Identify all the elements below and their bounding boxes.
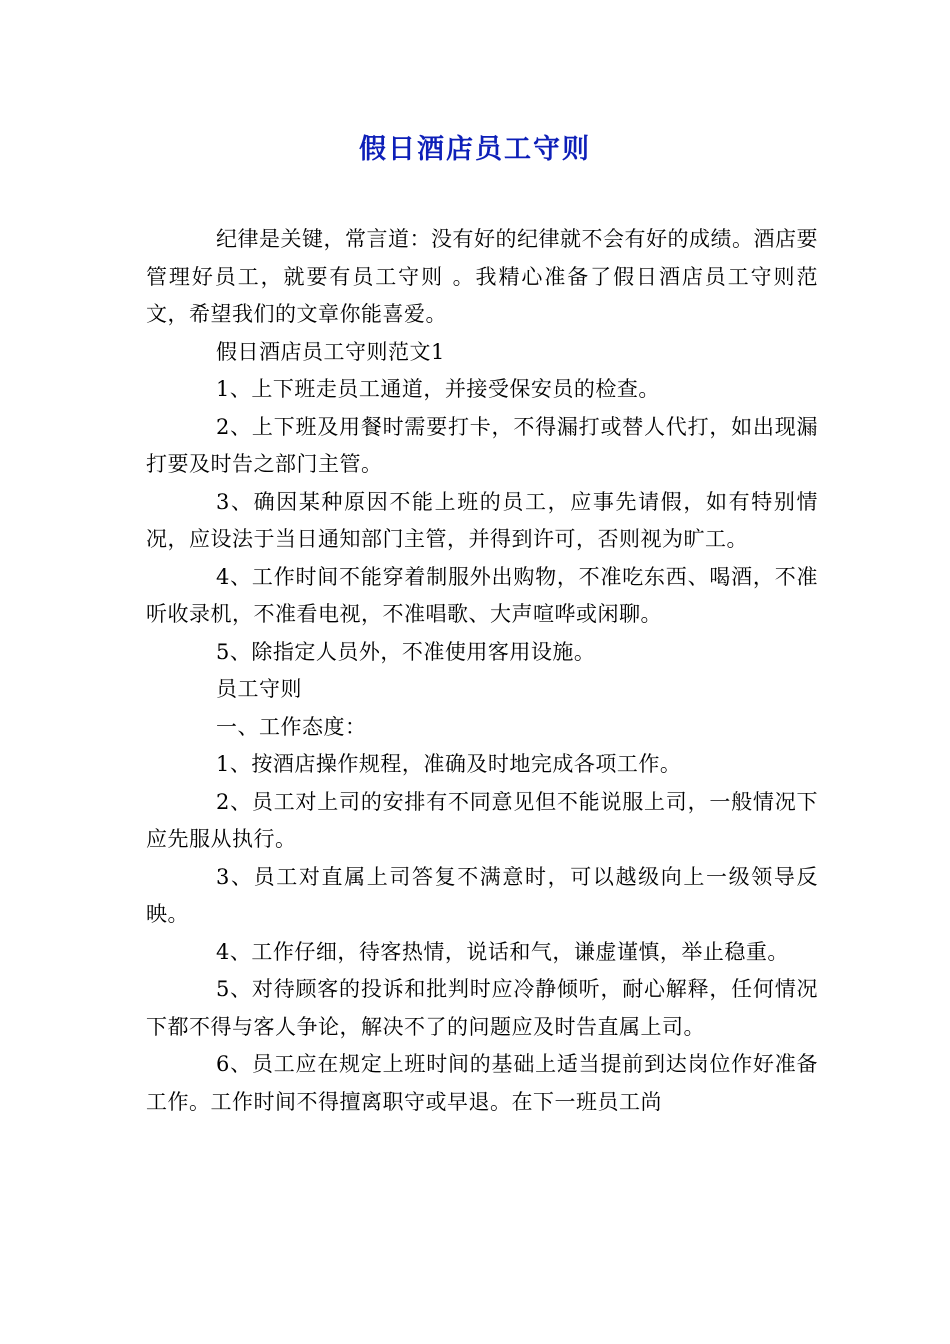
rule-item: 1、上下班走员工通道，并接受保安员的检查。: [216, 377, 660, 401]
rule-item: 6、员工应在规定上班时间的基础上适当提前到达岗位作好准备工作。工作时间不得擅离职守或早退。在下一班员工尚: [146, 1052, 818, 1114]
document-body: [146, 221, 818, 1121]
rule-item: 3、确因某种原因不能上班的员工，应事先请假，如有特别情况，应设法于当日通知部门主管，并得到许可，否则视为旷工。: [146, 489, 818, 551]
intro-paragraph: 纪律是关键，常言道：没有好的纪律就不会有好的成绩。酒店要管理好员工，就要有员工守则 。我精心准备了假日酒店员工守则范文，希望我们的文章你能喜爱。: [146, 227, 818, 326]
document-title: 假日酒店员工守则: [359, 134, 591, 165]
rule-item: 1、按酒店操作规程，准确及时地完成各项工作。: [216, 752, 682, 776]
section-heading: 员工守则: [216, 677, 302, 701]
rule-item: 5、对待顾客的投诉和批判时应冷静倾听，耐心解释，任何情况下都不得与客人争论，解决不了的问题应及时告直属上司。: [146, 977, 818, 1039]
subsection-heading: 一、工作态度：: [216, 714, 367, 739]
rule-item: 4、工作仔细，待客热情，说话和气，谦虚谨慎，举止稳重。: [216, 939, 789, 964]
section-heading: 假日酒店员工守则范文1: [216, 339, 445, 364]
rule-item: 2、上下班及用餐时需要打卡，不得漏打或替人代打，如出现漏打要及时告之部门主管。: [146, 414, 818, 476]
rule-item: 3、员工对直属上司答复不满意时，可以越级向上一级领导反映。: [146, 864, 818, 926]
rule-item: 4、工作时间不能穿着制服外出购物，不准吃东西、喝酒，不准听收录机，不准看电视，不准唱歌、大声喧哗或闲聊。: [146, 564, 818, 626]
rule-item: 2、员工对上司的安排有不同意见但不能说服上司，一般情况下应先服从执行。: [146, 789, 818, 851]
rule-item: 5、除指定人员外，不准使用客用设施。: [216, 639, 596, 664]
